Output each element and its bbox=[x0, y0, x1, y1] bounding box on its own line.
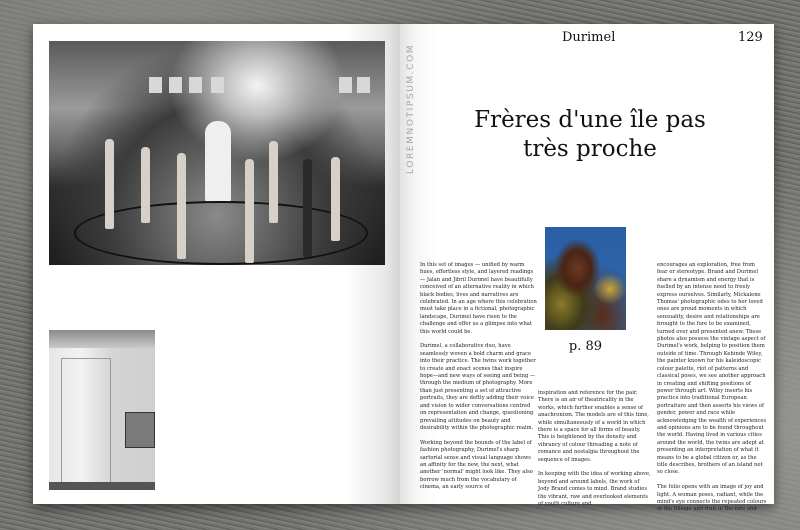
photo-window bbox=[149, 77, 162, 93]
text-column-1 bbox=[420, 262, 537, 499]
photo-panel bbox=[125, 412, 155, 448]
photo-floor bbox=[49, 482, 155, 490]
text-column-3 bbox=[657, 262, 767, 521]
photo-window bbox=[189, 77, 202, 93]
running-head-title: Durimel bbox=[562, 30, 616, 45]
headline-line-2: très proche bbox=[523, 136, 657, 162]
photo-figure bbox=[141, 147, 150, 223]
photo-figure bbox=[303, 159, 312, 257]
left-page bbox=[33, 24, 400, 504]
magazine-spread bbox=[33, 24, 774, 513]
photo-window bbox=[169, 77, 182, 93]
photo-figure-white bbox=[205, 121, 231, 203]
main-photo bbox=[49, 41, 385, 265]
portrait-caption: p. 89 bbox=[568, 339, 603, 354]
right-page bbox=[400, 24, 774, 513]
photo-door bbox=[61, 358, 111, 484]
paragraph: In this set of images — unified by warm hues, effortless style, and layered readings — Jalan and Jibril Durimel have beautifully conceived of an alternative reality in which black bodies, lives and narratives are celebrated. In an age where this celebration must take place in a fictional, photographic landscape, Durimel have risen to the challenge and offer us a glimpse into what this world could be. bbox=[420, 262, 537, 335]
photo-ceiling bbox=[49, 330, 155, 348]
paragraph: encourages an exploration, free from fear or stereotype. Brand and Durimel share a dynamism and energy that is fuelled by an intense need to freely express ourselves. Similarly, Mickalene Thomas' photographic odes to her loved ones are proud moments in which sensuality, desire and relationships are brought to the fore to be examined, turned over and presented anew. These photos also possess the vintage aspect of Durimel's work, helping to position them outside of time. Through Kehinde Wiley, the painter known for his kaleidoscopic colour palette, riot of patterns and classical poses, we see another approach in creating and shifting positions of power through art. Wiley inserts his practice into traditional European portraiture and then asserts his views of gender, power and race while acknowledging the wealth of experiences and opinions are to be found throughout the world. Having lived in various cities around the world, the twins are adept at presenting an interpretation of what it means to be a global citizen or, as the title describes, brothers of an island not so close. bbox=[657, 262, 767, 476]
photo-window bbox=[339, 77, 352, 93]
side-url: LOREMNOTIPSUM.COM bbox=[406, 43, 416, 174]
small-photo bbox=[49, 330, 155, 490]
portrait-photo bbox=[545, 227, 626, 330]
headline-line-1: Frères d'une île pas bbox=[474, 107, 706, 133]
paragraph: In keeping with the idea of working above, beyond and around labels, the work of Jody Brand comes to mind. Brand studies the vibrant, raw and overlooked elements of youth culture and bbox=[538, 471, 651, 508]
photo-window bbox=[211, 77, 224, 93]
paragraph: Working beyond the bounds of the label of fashion photography, Durimel's sharp sartorial sense and visual language shows an affinity for the new, the next, what another 'normal' might look like. They also borrow much from the vocabulary of cinema, an early source of bbox=[420, 439, 533, 491]
photo-stage bbox=[74, 201, 368, 265]
text-column-2 bbox=[538, 390, 651, 516]
photo-window bbox=[357, 77, 370, 93]
paragraph: The folio opens with an image of joy and light. A woman poses, radiant, while the mind's eye connects the repeated colours of the foliage and fruit in the fore and bbox=[657, 484, 767, 513]
paragraph: inspiration and reference for the pair. There is an air of theatricality in the works, which further enables a sense of anachronism. The models are of this time, while simultaneously of a world in which there is a space for all forms of beauty. This is heightened by the density and vibrancy of colour threading a note of romance and nostalgia throughout the sequence of images. bbox=[538, 390, 649, 463]
paragraph: Durimel, a collaborative duo, have seamlessly woven a bold charm and grace into their practice. The twins work together to create and enact scenes that inspire hope—and new ways of seeing and being — through the medium of photography. More than just presenting a set of attractive portraits, they are deftly adding their voice and vision to wider conversations centred on representation and change, questioning prevailing attitudes on beauty and desirability within the photographic realm. bbox=[420, 343, 536, 431]
photo-figure bbox=[245, 159, 254, 263]
photo-figure bbox=[331, 157, 340, 241]
photo-figure bbox=[177, 153, 186, 259]
photo-figure bbox=[105, 139, 114, 229]
page-number: 129 bbox=[738, 30, 763, 45]
photo-figure bbox=[269, 141, 278, 223]
article-headline bbox=[440, 106, 740, 164]
